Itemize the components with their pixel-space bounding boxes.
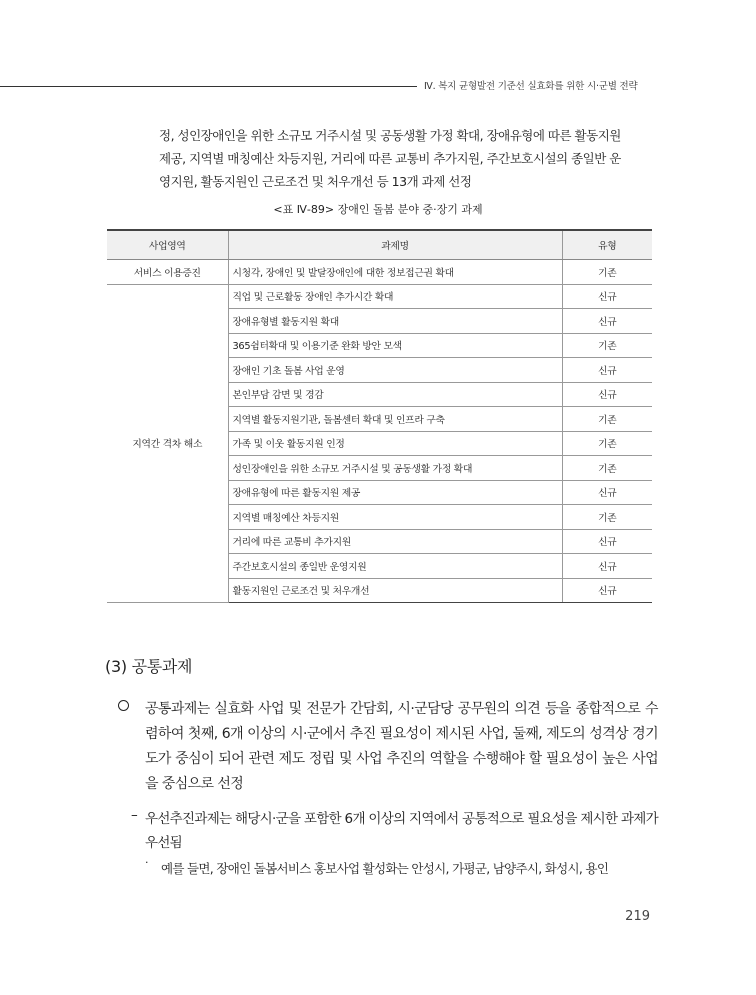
type-cell: 기존 (562, 407, 652, 432)
type-cell: 기존 (562, 333, 652, 358)
area-cell: 서비스 이용증진 (107, 260, 228, 285)
intro-line: 제공, 지역별 매칭예산 차등지원, 거리에 따른 교통비 추가지원, 주간보호시설의 종일반 운 (159, 151, 621, 166)
type-cell: 신규 (562, 529, 652, 554)
type-cell: 신규 (562, 309, 652, 334)
area-cell: 지역간 격차 해소 (107, 284, 228, 603)
type-cell: 기존 (562, 505, 652, 530)
task-cell: 지역별 활동지원기관, 돌봄센터 확대 및 인프라 구축 (228, 407, 562, 432)
dot-bullet (145, 856, 658, 879)
header-type: 유형 (562, 230, 652, 260)
type-cell: 기존 (562, 456, 652, 481)
header-rule (0, 86, 417, 87)
section-heading (105, 654, 192, 677)
task-cell: 가족 및 이웃 활동지원 인정 (228, 431, 562, 456)
section-number: (3) (105, 657, 127, 676)
task-cell: 주간보호시설의 종일반 운영지원 (228, 554, 562, 579)
table-caption: <표 Ⅳ-89> 장애인 돌봄 분야 중·장기 과제 (273, 203, 483, 216)
task-cell: 365쉼터확대 및 이용기준 완화 방안 모색 (228, 333, 562, 358)
task-cell: 활동지원인 근로조건 및 처우개선 (228, 578, 562, 603)
type-cell: 기존 (562, 260, 652, 285)
type-cell: 신규 (562, 554, 652, 579)
header-area: 사업영역 (107, 230, 228, 260)
type-cell: 기존 (562, 431, 652, 456)
task-cell: 지역별 매칭예산 차등지원 (228, 505, 562, 530)
main-bullet (118, 697, 658, 797)
dot-bullet-text: 예를 들면, 장애인 돌봄서비스 홍보사업 활성화는 안성시, 가평군, 남양주시, 화성시, 용인 (161, 861, 609, 876)
tasks-table (107, 229, 652, 603)
dash-bullet-text: 우선추진과제는 해당시·군을 포함한 6개 이상의 지역에서 공통적으로 필요성을 제시한 과제가 우선됨 (145, 811, 658, 851)
table-row (107, 284, 652, 309)
task-cell: 성인장애인을 위한 소규모 거주시설 및 공동생활 가정 확대 (228, 456, 562, 481)
section-title: 공통과제 (131, 657, 193, 676)
dash-bullet (131, 807, 658, 855)
task-cell: 직업 및 근로활동 장애인 추가시간 확대 (228, 284, 562, 309)
task-cell: 장애유형별 활동지원 확대 (228, 309, 562, 334)
task-cell: 거리에 따른 교통비 추가지원 (228, 529, 562, 554)
type-cell: 신규 (562, 382, 652, 407)
type-cell: 신규 (562, 284, 652, 309)
task-cell: 장애유형에 따른 활동지원 제공 (228, 480, 562, 505)
dash-bullet-icon: – (131, 807, 138, 823)
running-header: Ⅳ. 복지 균형발전 기준선 실효화를 위한 시·군별 전략 (424, 81, 638, 92)
type-cell: 신규 (562, 358, 652, 383)
task-cell: 장애인 기초 돌봄 사업 운영 (228, 358, 562, 383)
type-cell: 신규 (562, 480, 652, 505)
circle-bullet-icon (118, 700, 129, 711)
header-task: 과제명 (228, 230, 562, 260)
dot-bullet-icon: · (145, 856, 149, 869)
page-number: 219 (625, 909, 650, 924)
table-row (107, 260, 652, 285)
task-cell: 시청각, 장애인 및 발달장애인에 대한 정보접근권 확대 (228, 260, 562, 285)
main-bullet-text: 공통과제는 실효화 사업 및 전문가 간담회, 시·군담당 공무원의 의견 등을 종합적으로 수렴하여 첫째, 6개 이상의 시·군에서 추진 필요성이 제시된 사업, 둘째, 제도의 성격상 경기도가 중심이 되어 관련 제도 정립 및 사업 추진의 역할을 수행해야 할 필요성이 높은 사업을 중심으로 선정 (145, 701, 658, 792)
task-cell: 본인부담 감면 및 경감 (228, 382, 562, 407)
intro-line: 정, 성인장애인을 위한 소규모 거주시설 및 공동생활 가정 확대, 장애유형에 따른 활동지원 (159, 128, 621, 143)
table-header-row (107, 230, 652, 260)
intro-paragraph (159, 124, 659, 193)
type-cell: 신규 (562, 578, 652, 603)
intro-line: 영지원, 활동지원인 근로조건 및 처우개선 등 13개 과제 선정 (159, 174, 472, 189)
